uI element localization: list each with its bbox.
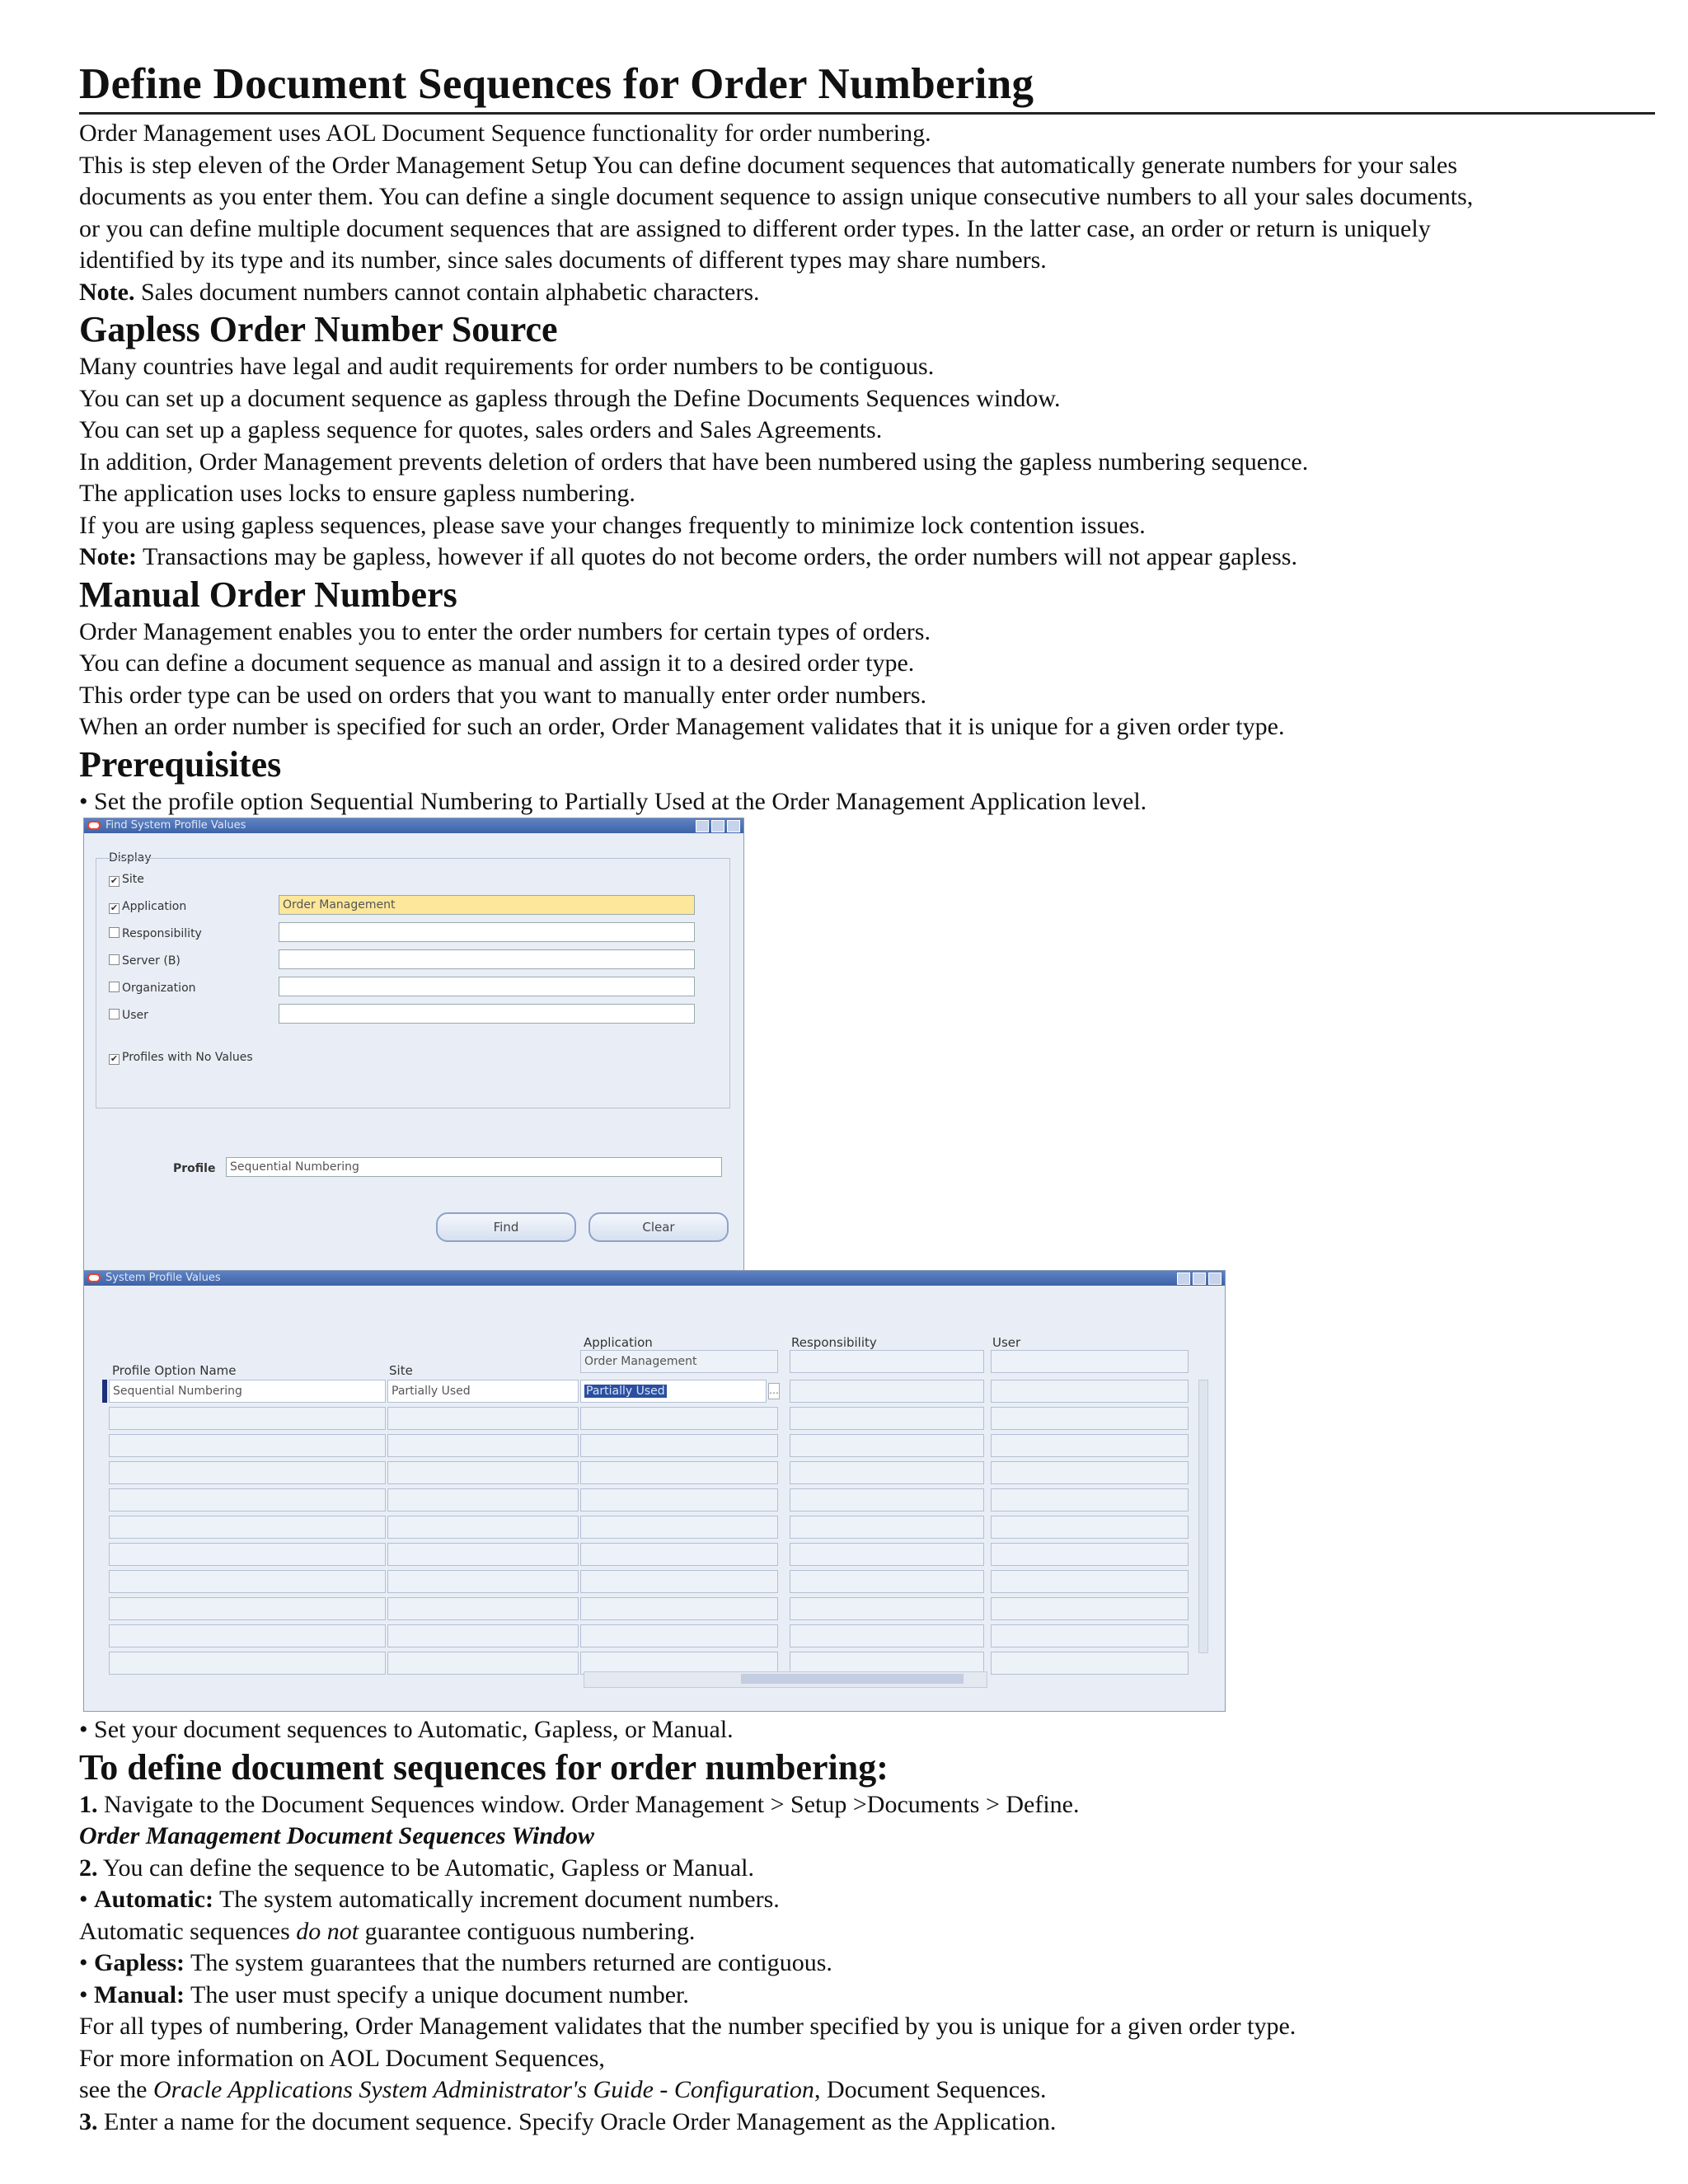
empty-grid-cell[interactable] bbox=[991, 1597, 1189, 1620]
horizontal-scrollbar[interactable] bbox=[584, 1671, 987, 1688]
current-record-indicator bbox=[102, 1380, 107, 1403]
checkmark-icon: ✔ bbox=[110, 875, 119, 886]
empty-grid-cell[interactable] bbox=[109, 1516, 386, 1539]
user-input[interactable] bbox=[279, 1004, 695, 1024]
gapless-line: If you are using gapless sequences, please save your changes frequently to minimize lock contention issues. bbox=[79, 511, 1146, 539]
user-value-cell[interactable] bbox=[991, 1380, 1189, 1403]
empty-grid-cell[interactable] bbox=[580, 1434, 778, 1457]
site-checkbox[interactable]: ✔ Site bbox=[110, 873, 144, 886]
col-profile-option-name: Profile Option Name bbox=[112, 1363, 237, 1378]
oracle-logo-icon bbox=[87, 1273, 101, 1282]
window-titlebar bbox=[84, 818, 743, 833]
document-page bbox=[79, 59, 1653, 818]
page-title: Define Document Sequences for Order Numbering bbox=[79, 59, 1655, 115]
empty-grid-cell[interactable] bbox=[991, 1488, 1189, 1511]
define-heading: To define document sequences for order numbering: bbox=[79, 1746, 889, 1788]
col-site: Site bbox=[389, 1363, 413, 1378]
list-of-values-button[interactable]: … bbox=[768, 1383, 780, 1399]
window-controls bbox=[696, 820, 740, 832]
empty-grid-cell[interactable] bbox=[387, 1434, 579, 1457]
lower-section bbox=[79, 1714, 1653, 2138]
note-label: Note. bbox=[79, 278, 135, 306]
prereq-bullet: • Set the profile option Sequential Numbering to Partially Used at the Order Management Application level. bbox=[79, 787, 1147, 815]
col-application: Application bbox=[584, 1335, 653, 1350]
profile-input[interactable]: Sequential Numbering bbox=[226, 1157, 722, 1177]
empty-grid-cell[interactable] bbox=[790, 1461, 984, 1484]
intro-line: documents as you enter them. You can define a single document sequence to assign unique consecutive numbers to all your sales documents, bbox=[79, 183, 1474, 210]
clear-button[interactable]: Clear bbox=[588, 1212, 729, 1242]
gapless-line: Many countries have legal and audit requirements for order numbers to be contiguous. bbox=[79, 353, 935, 380]
empty-grid-cell[interactable] bbox=[387, 1543, 579, 1566]
server-input[interactable] bbox=[279, 949, 695, 969]
empty-grid-cell[interactable] bbox=[991, 1543, 1189, 1566]
step-3: 3. Enter a name for the document sequence. Specify Oracle Order Management as the Application. bbox=[79, 2107, 1057, 2135]
organization-checkbox[interactable]: Organization bbox=[109, 982, 196, 995]
automatic-item: • Automatic: The system automatically increment document numbers. bbox=[79, 1886, 780, 1913]
step-1: 1. Navigate to the Document Sequences window. Order Management > Setup >Documents > Define. bbox=[79, 1790, 1080, 1818]
gapless-line: In addition, Order Management prevents deletion of orders that have been numbered using the gapless numbering sequence. bbox=[79, 448, 1309, 476]
empty-grid-cell[interactable] bbox=[387, 1624, 579, 1647]
profile-name-cell[interactable]: Sequential Numbering bbox=[109, 1380, 386, 1403]
gapless-section bbox=[79, 351, 1653, 574]
empty-grid-cell[interactable] bbox=[109, 1407, 386, 1430]
note-text: Sales document numbers cannot contain alphabetic characters. bbox=[140, 278, 760, 306]
user-context-field bbox=[991, 1350, 1189, 1373]
close-icon[interactable] bbox=[727, 820, 740, 832]
organization-input[interactable] bbox=[279, 977, 695, 996]
gapless-heading: Gapless Order Number Source bbox=[79, 309, 558, 349]
empty-grid-cell[interactable] bbox=[109, 1570, 386, 1593]
manual-heading: Manual Order Numbers bbox=[79, 574, 457, 615]
gapless-line: You can set up a document sequence as gapless through the Define Documents Sequences window. bbox=[79, 384, 1061, 412]
minimize-icon[interactable] bbox=[696, 820, 709, 832]
prereq-bullet: • Set your document sequences to Automatic, Gapless, or Manual. bbox=[79, 1716, 734, 1743]
window-title: System Profile Values bbox=[106, 1272, 221, 1284]
empty-grid-cell[interactable] bbox=[109, 1624, 386, 1647]
empty-grid-cell[interactable] bbox=[109, 1652, 386, 1675]
gapless-line: The application uses locks to ensure gapless numbering. bbox=[79, 480, 635, 507]
empty-grid-cell[interactable] bbox=[790, 1570, 984, 1593]
empty-grid-cell[interactable] bbox=[580, 1488, 778, 1511]
manual-section bbox=[79, 616, 1653, 743]
manual-line: Order Management enables you to enter the order numbers for certain types of orders. bbox=[79, 617, 931, 645]
empty-grid-cell[interactable] bbox=[387, 1516, 579, 1539]
responsibility-checkbox[interactable]: Responsibility bbox=[109, 927, 202, 940]
all-types-line: For all types of numbering, Order Management validates that the number specified by you is unique for a given order type. bbox=[79, 2013, 1296, 2040]
server-checkbox[interactable]: Server (B) bbox=[109, 954, 181, 968]
application-input[interactable]: Order Management bbox=[279, 895, 695, 915]
empty-grid-cell[interactable] bbox=[109, 1461, 386, 1484]
empty-grid-cell[interactable] bbox=[109, 1488, 386, 1511]
empty-grid-cell[interactable] bbox=[109, 1434, 386, 1457]
empty-grid-cell[interactable] bbox=[790, 1434, 984, 1457]
empty-grid-cell[interactable] bbox=[580, 1543, 778, 1566]
manual-line: When an order number is specified for such an order, Order Management validates that it is unique for a given order type. bbox=[79, 713, 1285, 740]
site-value-cell[interactable]: Partially Used bbox=[387, 1380, 579, 1403]
note-label: Note: bbox=[79, 543, 137, 570]
checkmark-icon: ✔ bbox=[110, 902, 119, 913]
empty-grid-cell[interactable] bbox=[387, 1461, 579, 1484]
step-2: 2. You can define the sequence to be Automatic, Gapless or Manual. bbox=[79, 1854, 754, 1882]
profiles-no-values-checkbox[interactable]: ✔ Profiles with No Values bbox=[110, 1051, 253, 1064]
gapless-note bbox=[79, 541, 1653, 574]
manual-line: You can define a document sequence as manual and assign it to a desired order type. bbox=[79, 649, 915, 677]
empty-grid-cell[interactable] bbox=[387, 1652, 579, 1675]
checkmark-icon: ✔ bbox=[110, 1053, 119, 1064]
intro-section bbox=[79, 118, 1653, 308]
empty-grid-cell[interactable] bbox=[580, 1516, 778, 1539]
empty-grid-cell[interactable] bbox=[387, 1597, 579, 1620]
responsibility-input[interactable] bbox=[279, 922, 695, 942]
user-checkbox[interactable]: User bbox=[109, 1009, 148, 1022]
oracle-logo-icon bbox=[87, 821, 101, 830]
empty-grid-cell[interactable] bbox=[580, 1461, 778, 1484]
see-guide-line: see the Oracle Applications System Administrator's Guide - Configuration, Document Sequences. bbox=[79, 2076, 1047, 2103]
window-caption: Order Management Document Sequences Window bbox=[79, 1822, 595, 1849]
application-value-cell[interactable]: Partially Used bbox=[580, 1380, 767, 1403]
empty-grid-cell[interactable] bbox=[991, 1516, 1189, 1539]
responsibility-context-field bbox=[790, 1350, 984, 1373]
empty-grid-cell[interactable] bbox=[580, 1407, 778, 1430]
empty-grid-cell[interactable] bbox=[790, 1597, 984, 1620]
empty-grid-cell[interactable] bbox=[580, 1624, 778, 1647]
empty-grid-cell[interactable] bbox=[991, 1652, 1189, 1675]
gapless-line: You can set up a gapless sequence for quotes, sales orders and Sales Agreements. bbox=[79, 416, 883, 443]
empty-grid-cell[interactable] bbox=[991, 1570, 1189, 1593]
responsibility-value-cell[interactable] bbox=[790, 1380, 984, 1403]
more-info-line: For more information on AOL Document Sequences, bbox=[79, 2044, 605, 2072]
col-responsibility: Responsibility bbox=[791, 1335, 877, 1350]
note-text: Transactions may be gapless, however if all quotes do not become orders, the order numbers will not appear gapless. bbox=[142, 543, 1297, 570]
window-controls bbox=[1177, 1272, 1221, 1285]
gapless-item: • Gapless: The system guarantees that the numbers returned are contiguous. bbox=[79, 1949, 832, 1976]
empty-grid-cell[interactable] bbox=[991, 1434, 1189, 1457]
empty-grid-cell[interactable] bbox=[790, 1624, 984, 1647]
maximize-icon[interactable] bbox=[1193, 1272, 1206, 1285]
empty-grid-cell[interactable] bbox=[790, 1516, 984, 1539]
manual-item: • Manual: The user must specify a unique document number. bbox=[79, 1980, 689, 2008]
close-icon[interactable] bbox=[1208, 1272, 1221, 1285]
manual-line: This order type can be used on orders that you want to manually enter order numbers. bbox=[79, 681, 927, 709]
empty-grid-cell[interactable] bbox=[109, 1597, 386, 1620]
empty-grid-cell[interactable] bbox=[991, 1407, 1189, 1430]
application-checkbox[interactable]: ✔ Application bbox=[110, 900, 187, 913]
window-title: Find System Profile Values bbox=[106, 819, 246, 832]
find-profile-window bbox=[83, 818, 744, 1271]
empty-grid-cell[interactable] bbox=[790, 1543, 984, 1566]
empty-grid-cell[interactable] bbox=[991, 1624, 1189, 1647]
scrollbar-thumb[interactable] bbox=[741, 1674, 964, 1684]
intro-line: identified by its type and its number, since sales documents of different types may share numbers. bbox=[79, 246, 1047, 274]
col-user: User bbox=[992, 1335, 1021, 1350]
note-paragraph bbox=[79, 277, 1653, 309]
prerequisites-heading: Prerequisites bbox=[79, 743, 282, 785]
empty-grid-cell[interactable] bbox=[580, 1570, 778, 1593]
vertical-scrollbar[interactable] bbox=[1198, 1380, 1208, 1653]
empty-grid-cell[interactable] bbox=[991, 1461, 1189, 1484]
system-profile-values-window bbox=[83, 1270, 1226, 1712]
empty-grid-cell[interactable] bbox=[387, 1488, 579, 1511]
empty-grid-cell[interactable] bbox=[790, 1488, 984, 1511]
empty-grid-cell[interactable] bbox=[109, 1543, 386, 1566]
intro-line: This is step eleven of the Order Management Setup You can define document sequences that automatically generate numbers for your sales bbox=[79, 151, 1457, 179]
empty-grid-cell[interactable] bbox=[387, 1407, 579, 1430]
automatic-note: Automatic sequences do not guarantee contiguous numbering. bbox=[79, 1917, 696, 1945]
empty-grid-cell[interactable] bbox=[387, 1570, 579, 1593]
intro-line: or you can define multiple document sequences that are assigned to different order types. In the latter case, an order or return is uniquely bbox=[79, 214, 1431, 242]
application-context-field: Order Management bbox=[580, 1350, 778, 1373]
maximize-icon[interactable] bbox=[711, 820, 724, 832]
empty-grid-cell[interactable] bbox=[790, 1407, 984, 1430]
display-label: Display bbox=[109, 851, 152, 865]
find-button[interactable]: Find bbox=[436, 1212, 576, 1242]
minimize-icon[interactable] bbox=[1177, 1272, 1190, 1285]
empty-grid-cell[interactable] bbox=[580, 1597, 778, 1620]
window-titlebar bbox=[84, 1271, 1225, 1286]
intro-line: Order Management uses AOL Document Sequence functionality for order numbering. bbox=[79, 120, 931, 147]
profile-label: Profile bbox=[173, 1162, 216, 1175]
